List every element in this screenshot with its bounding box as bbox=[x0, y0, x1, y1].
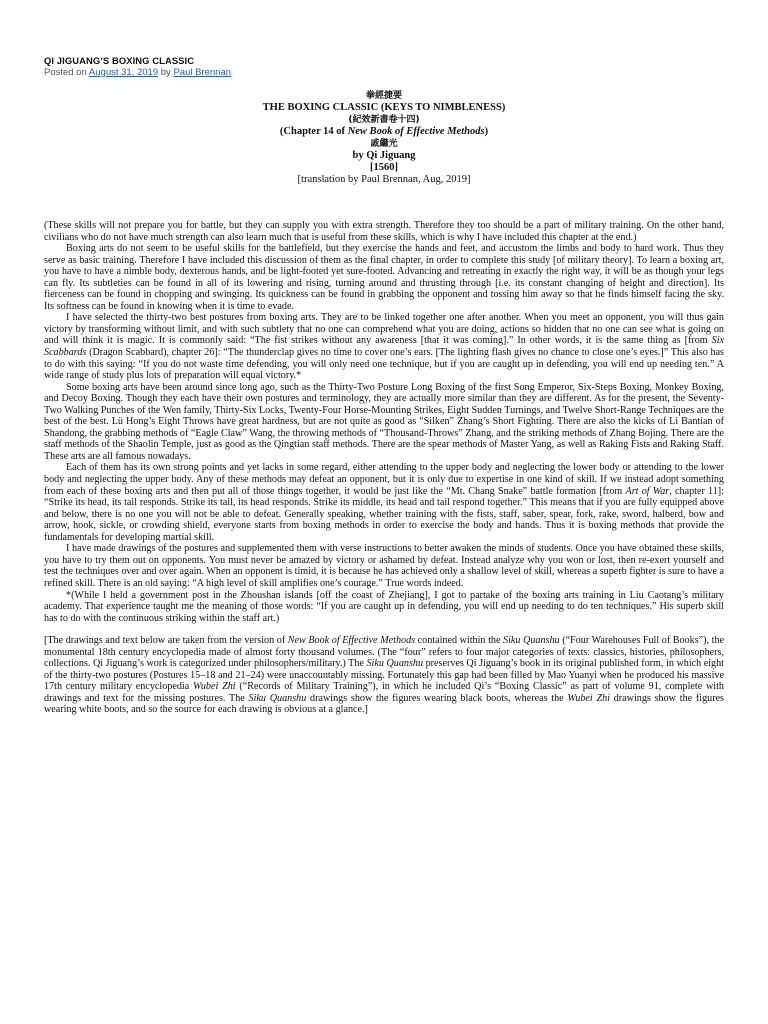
translation-credit: [translation by Paul Brennan, Aug, 2019] bbox=[297, 174, 471, 185]
post-meta bbox=[44, 67, 231, 78]
chinese-title: 拳經捷要 bbox=[365, 91, 402, 101]
chapter-post: ) bbox=[484, 126, 489, 137]
book-title: Siku Quanshu bbox=[248, 692, 307, 704]
document-title: THE BOXING CLASSIC (KEYS TO NIMBLENESS) bbox=[262, 102, 506, 113]
article-body bbox=[44, 220, 724, 716]
text-run: , chapter 11]: “Strike its head, its tail responds. Strike its tail, its head responds. Strike its middle, its head and tail respond together.” This means that if you are fully equipped above and below, there is no one you will not be able to defeat. Generally speaking, whether training with the fists, staff, saber, spear, fork, rake, sword, halberd, bow and arrow, hook, sickle, or crowding shield, everyone starts from boxing methods in order to exercise the body and hands. Thus it is boxing methods that provide the fundamentals for developing martial skill. bbox=[44, 485, 724, 543]
chapter-book-title: New Book of Effective Methods bbox=[347, 126, 485, 137]
posted-on-label: Posted on bbox=[44, 67, 87, 78]
text-run: (Dragon Scabbard), chapter 26]: “The thunderclap gives no time to cover one’s ears. [The lighting flash gives no chance to close one’s eyes.]” This also has to do with this saying: “If you do not waste time defending, you will only need one technique, but if you are caught up in defending, you will end up needing ten.” A wide range of study plus lots of preparation will equal victory.* bbox=[44, 347, 724, 382]
year-line: [1560] bbox=[370, 162, 398, 173]
editor-note bbox=[44, 635, 724, 716]
paragraph bbox=[44, 462, 724, 543]
text-run: Each of them has its own strong points and yet lacks in some regard, either attending to the upper body and neglecting the lower body or attending to the lower body and neglecting the upper body. Any of these methods may defeat an opponent, but it is only due to expertise in one kind of skill. If we instead adopt something from each of these boxing arts and then put all of those things together, it would be just like the “Mt. Chang Snake” battle formation [from bbox=[44, 462, 724, 497]
book-title: Art of War bbox=[625, 485, 670, 497]
book-title: Six Scabbards bbox=[44, 335, 724, 359]
text-run: contained within the bbox=[415, 635, 504, 647]
book-title: Wubei Zhi bbox=[193, 681, 236, 693]
text-run: [The drawings and text below are taken from the version of bbox=[44, 635, 288, 647]
paragraph: I have made drawings of the postures and supplemented them with verse instructions to better awaken the minds of students. Once you have obtained these skills, you have to try them out on opponents. You must never be amazed by victory or ashamed by defeat. Instead analyze why you won or lost, then re-exert yourself and test the techniques over and over again. When an opponent is timid, it is because he has achieved only a shallow level of skill, whereas a superb fighter is sure to have a refined skill. There is an old saying: “A high level of skill amplifies one’s courage.” True words indeed. bbox=[44, 543, 724, 589]
book-title: Wubei Zhi bbox=[567, 692, 610, 704]
book-title: New Book of Effective Methods bbox=[287, 635, 416, 647]
text-run: (“Records of Military Training”), in which he included Qi’s “Boxing Classic” as part of volume 91, complete with drawings and text for the missing postures. The bbox=[44, 681, 724, 704]
paragraph bbox=[44, 312, 724, 381]
document-heading bbox=[0, 90, 768, 186]
author-line: by Qi Jiguang bbox=[352, 150, 416, 161]
text-run: I have selected the thirty-two best postures from boxing arts. They are to be linked together one after another. When you meet an opponent, you will thus gain victory by transforming without limit, and with such subtlety that no one can comprehend what you are doing, actions so hidden that no one can see what is going on and will think it is magic. It is commonly said: “The fist strikes without any awareness [that it was coming].” In other words, it is the same thing as [from bbox=[44, 312, 724, 347]
footnote: *(While I held a government post in the Zhoushan islands [off the coast of Zhejiang], I got to partake of the boxing arts training in Liu Caotang’s military academy. That experience taught me the meaning of those words: “If you are caught up in defending, you will end up needing to do ten techniques.” His superb skill has to do with the continuous striking within the staff art.) bbox=[44, 589, 724, 624]
chapter-pre: (Chapter 14 of bbox=[279, 126, 348, 137]
by-label: by bbox=[160, 67, 171, 78]
post-title: QI JIGUANG’S BOXING CLASSIC bbox=[44, 55, 195, 66]
paragraph-intro: (These skills will not prepare you for battle, but they can supply you with extra strength. Therefore they too should be a part of military training. On the other hand, civilians who do not have much strength can also learn much that is useful from these skills, which is why I have included this chapter at the end.) bbox=[44, 220, 724, 243]
paragraph: Some boxing arts have been around since long ago, such as the Thirty-Two Posture Long Boxing of the first Song Emperor, Six-Steps Boxing, Monkey Boxing, and Decoy Boxing. Though they each have their own postures and terminology, they are actually more similar than they are different. As for the present, the Seventy-Two Walking Punches of the Wen family, Thirty-Six Locks, Twenty-Four Horse-Mounting Strikes, Eight Sudden Turnings, and Twelve Short-Range Techniques are the best of the best. Lü Hong’s Eight Throws have great hardness, but are not quite as good as “Silken” Zhang’s Short Fighting. There are also the kicks of Li Bantian of Shandong, the grabbing methods of “Eagle Claw” Wang, the throwing methods of “Thousand-Throws” Zhang, and the striking methods of Zhang Bojing. There are the staff methods of the Shaolin Temple, just as good as the Qingtian staff methods. There are the spear methods of Master Yang, as well as Raking Fists and Raking Staff. These arts are all famous nowadays. bbox=[44, 381, 724, 462]
text-run: preserves Qi Jiguang’s book in its original published form, in which eight of the thirty-two postures (Postures 15–18 and 21–24) were unaccountably missing. Fortunately this gap had been filled by Mao Yuanyi when he produced his massive 17th century military encyclopedia bbox=[44, 658, 724, 693]
post-date-link[interactable]: August 31, 2019 bbox=[88, 67, 159, 78]
text-run: drawings show the figures wearing white boots, and so the source for each drawing is obvious at a glance.] bbox=[44, 692, 724, 716]
chapter-line bbox=[0, 126, 768, 138]
text-run: drawings show the figures wearing black boots, whereas the bbox=[306, 692, 568, 704]
chinese-chapter: (紀效新書卷十四) bbox=[348, 115, 420, 125]
text-run: (“Four Warehouses Full of Books”), the monumental 18th century encyclopedia made of almost forty thousand volumes. (The “four” refers to four major categories of texts: classics, histories, philosophers, collections. Qi Jiguang’s work is categorized under philosophers/military.) The bbox=[44, 635, 725, 670]
author-link[interactable]: Paul Brennan bbox=[173, 67, 232, 78]
chinese-author: 戚繼光 bbox=[370, 139, 398, 149]
paragraph: Boxing arts do not seem to be useful skills for the battlefield, but they exercise the hands and feet, and accustom the limbs and body to hard work. Thus they serve as basic training. Therefore I have included this discussion of them as the final chapter, in order to complete this study [of military theory]. To learn a boxing art, you have to have a nimble body, dexterous hands, and be light-footed yet sure-footed. Advancing and retreating in exactly the right way, it will be as though your legs can fly. Its subtleties can be found in all of its lowering and rising, turning around and thrusting through [i.e. its constant changing of height and direction]. Its fierceness can be found in chopping and swinging. Its quickness can be found in grabbing the opponent and tossing him away so that he finds himself facing the sky. Its softness can be found in knowing when it is time to evade. bbox=[44, 243, 724, 312]
book-title: Siku Quanshu bbox=[366, 658, 424, 670]
book-title: Siku Quanshu bbox=[503, 635, 560, 647]
